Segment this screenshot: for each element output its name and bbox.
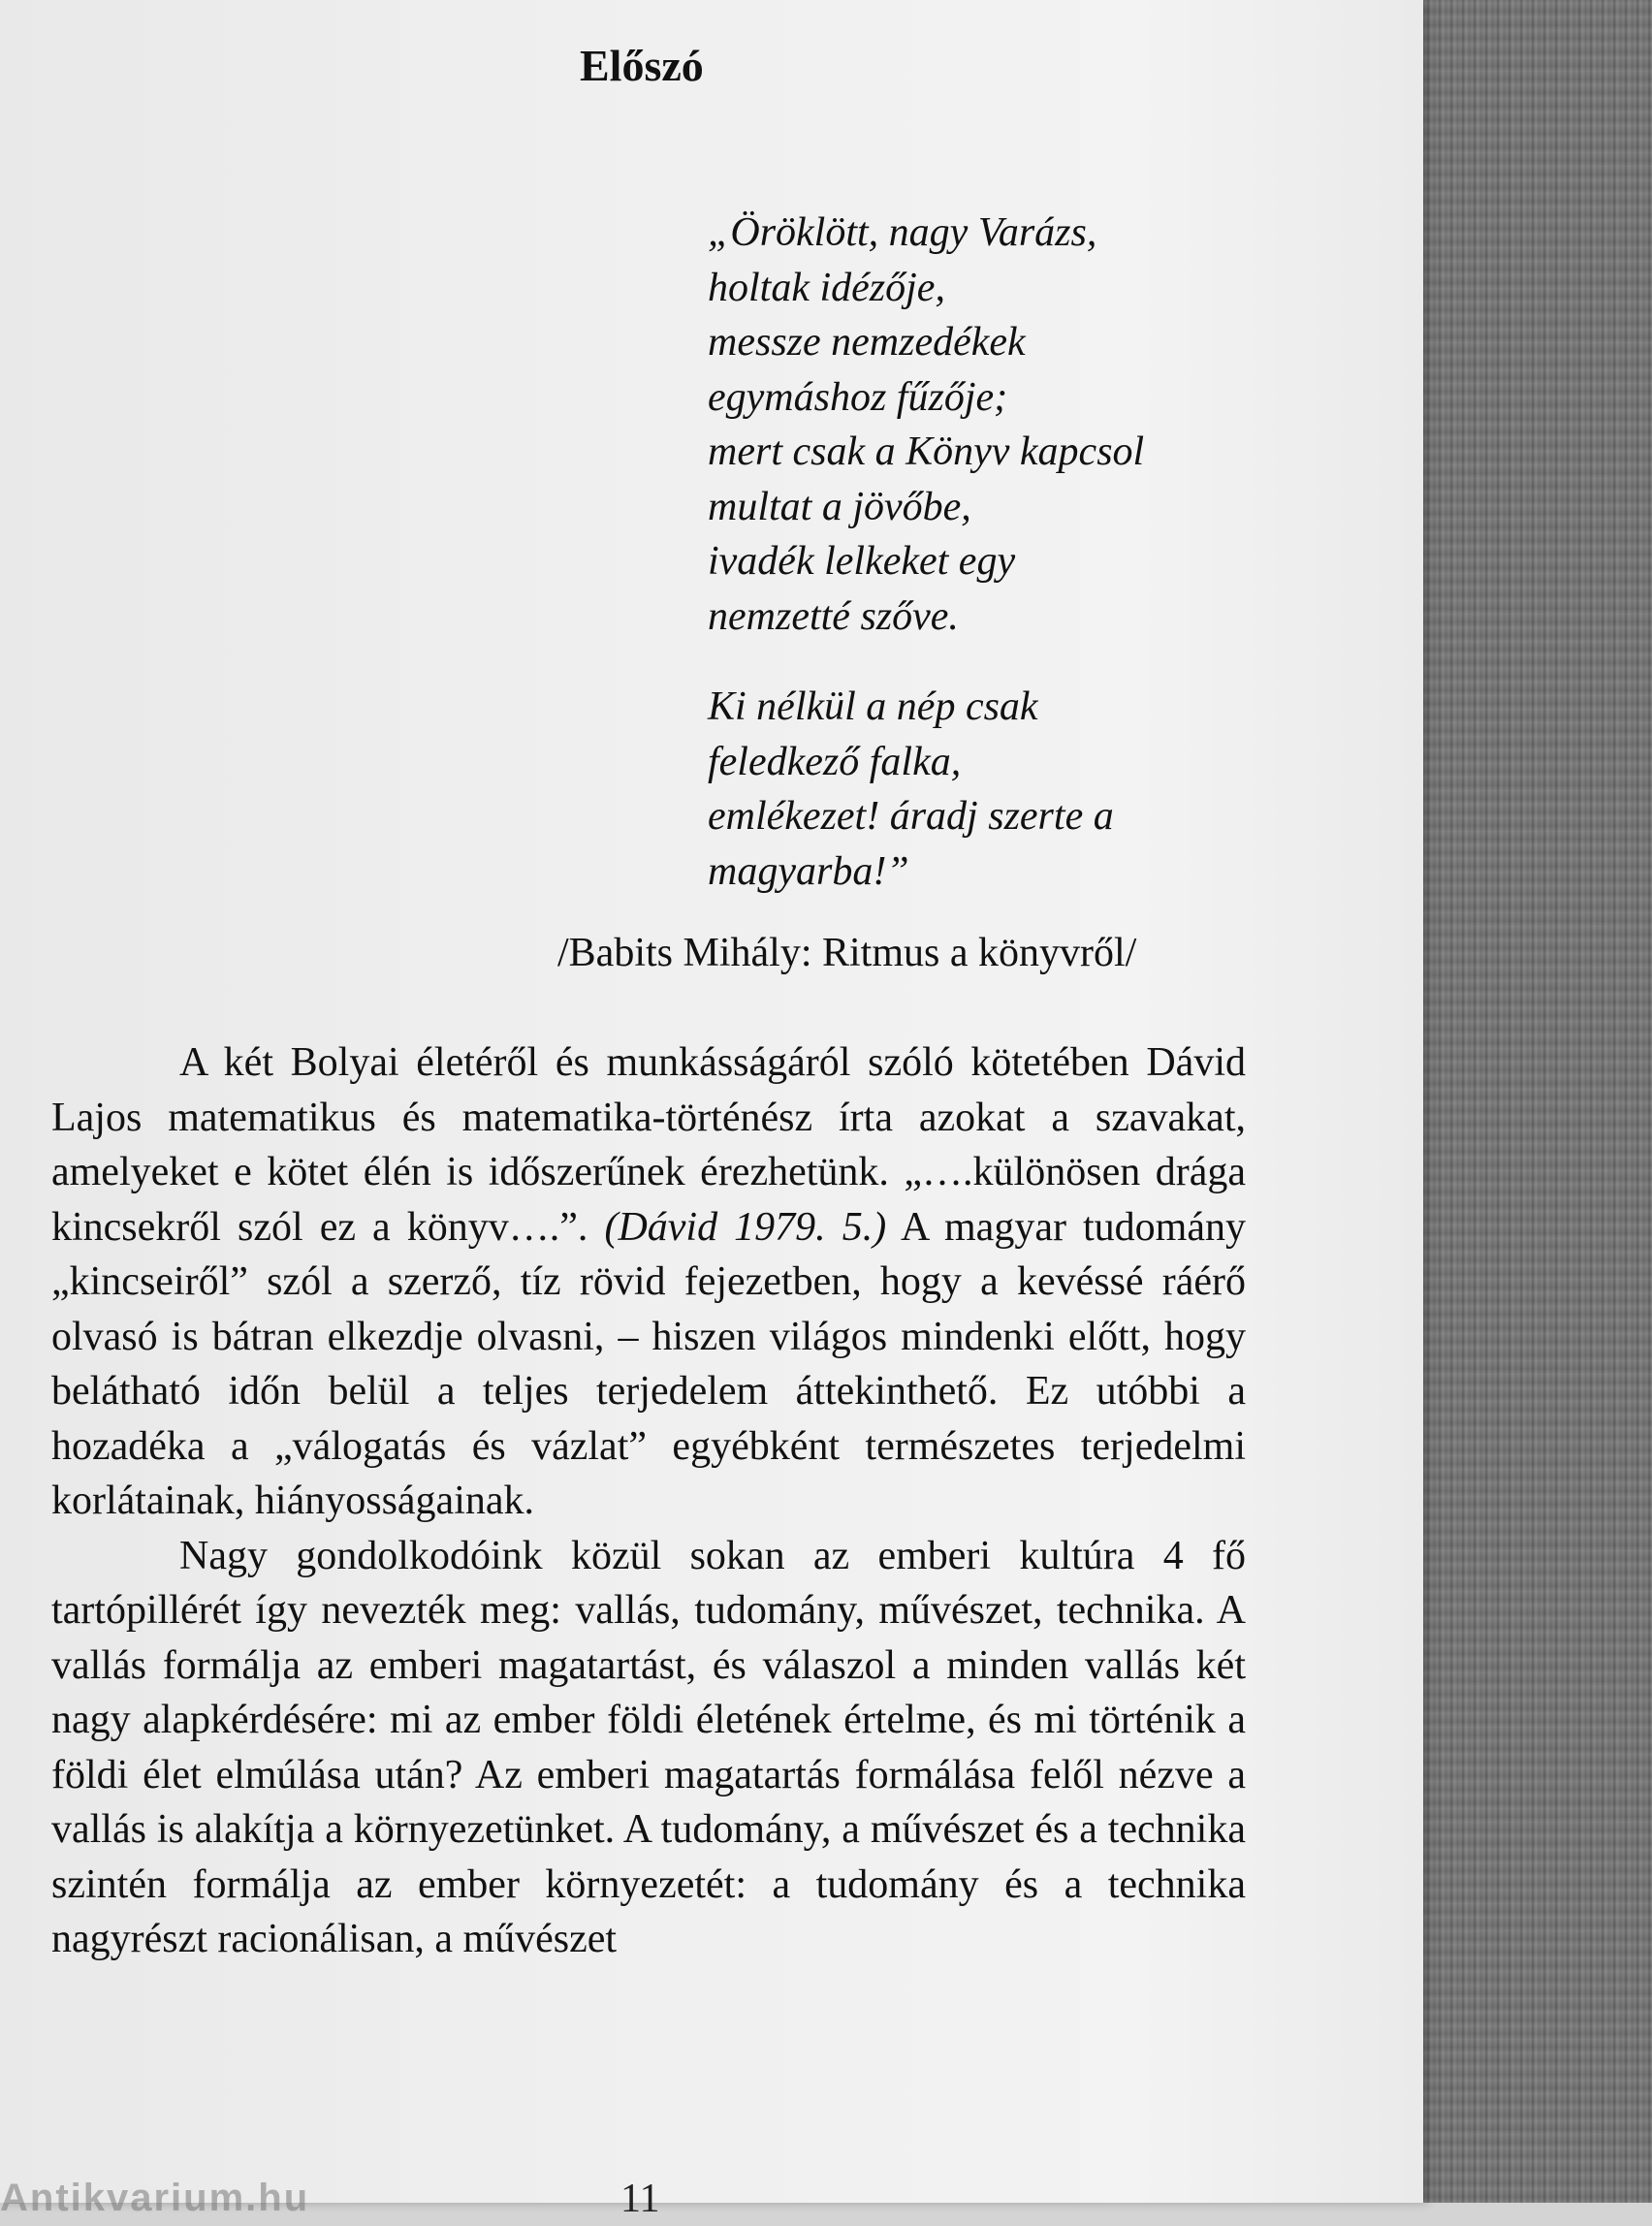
paragraph-text: A két Bolyai életéről és munkásságáról szóló kötetében Dávid Lajos matematikus és matematika-történész írta azokat a szavakat, amelyeket e kötet élén is időszerűnek érezhetünk. „….különösen drága kincsekről szól ez a könyv….”.: [51, 1040, 1246, 1250]
watermark: Antikvarium.hu: [0, 2177, 310, 2219]
citation: (Dávid 1979. 5.): [604, 1204, 887, 1250]
poem-line: emlékezet! áradj szerte a: [708, 794, 1114, 839]
poem-line: holtak idézője,: [708, 265, 945, 310]
poem-line: „Öröklött, nagy Varázs,: [708, 210, 1097, 255]
epigraph-poem: [708, 206, 1144, 899]
poem-line: mert csak a Könyv kapcsol: [708, 429, 1145, 474]
body-text: [51, 1035, 1246, 1967]
poem-attribution: /Babits Mihály: Ritmus a könyvről/: [557, 931, 1137, 975]
poem-line: feledkező falka,: [708, 739, 962, 784]
stanza-break: [708, 644, 1144, 680]
poem-line: Ki nélkül a nép csak: [708, 684, 1038, 729]
poem-line: messze nemzedékek: [708, 320, 1026, 365]
page-number: 11: [620, 2177, 660, 2221]
paragraph: [51, 1035, 1246, 1529]
background-surface: [1423, 0, 1652, 2203]
paragraph-text: A magyar tudomány „kincseiről” szól a szerző, tíz rövid fejezetben, hogy a kevéssé ráérő olvasó is bátran elkezdje olvasni, – hiszen világos mindenki előtt, hogy belátható időn belül a teljes terjedelem áttekinthető. Ez utóbbi a hozadéka a „válogatás és vázlat” egyébként természetes terjedelmi korlátainak, hiányosságainak.: [51, 1204, 1246, 1523]
poem-line: nemzetté szőve.: [708, 593, 959, 639]
page-title: Előszó: [580, 41, 704, 90]
poem-line: egymáshoz fűzője;: [708, 374, 1008, 420]
poem-line: ivadék lelkeket egy: [708, 539, 1016, 584]
paragraph: Nagy gondolkodóink közül sokan az emberi kultúra 4 fő tartópillérét így nevezték meg: vallás, tudomány, művészet, technika. A vallás formálja az emberi magatartást, és válaszol a minden vallás két nagy alapkérdésére: mi az ember földi életének értelme, és mi történik a földi élet elmúlása után? Az emberi magatartás formálása felől nézve a vallás is alakítja a környezetünket. A tudomány, a művészet és a technika szintén formálja az ember környezetét: a tudomány és a technika nagyrészt racionálisan, a művészet: [51, 1533, 1246, 1961]
poem-line: magyarba!”: [708, 848, 909, 894]
poem-line: multat a jövőbe,: [708, 484, 971, 529]
